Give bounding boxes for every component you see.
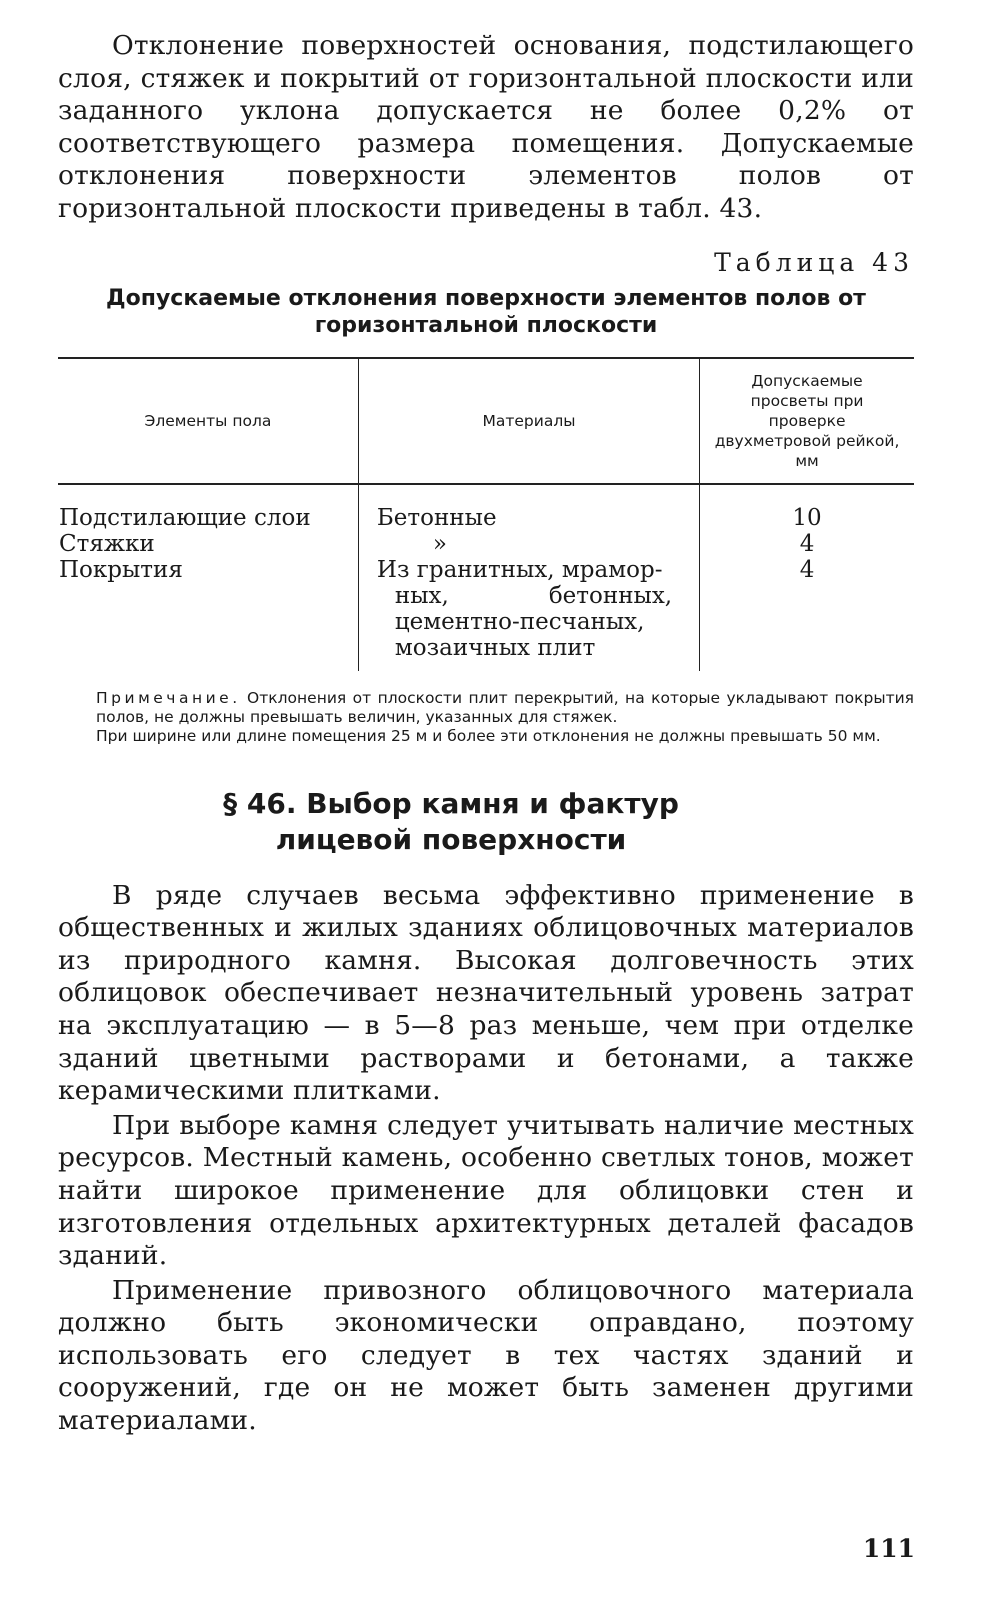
table-cell: 10 — [792, 504, 822, 531]
table-note — [58, 689, 914, 727]
header-floor-elements: Элементы пола — [58, 358, 358, 484]
ditto-mark: » — [432, 530, 447, 557]
table-cell: Из гранитных, мрамор- — [376, 556, 663, 583]
tolerance-table — [58, 357, 914, 671]
table-cell: ных, бетонных, цементно-песчаных, мозаичных плит — [394, 582, 673, 661]
table-header-row — [58, 358, 914, 484]
table-body-row — [58, 484, 914, 671]
table-cell: 4 — [799, 556, 815, 583]
note-paragraph-1 — [96, 689, 914, 727]
section-title-line-2: лицевой поверхности — [275, 822, 627, 856]
body-paragraph-2: При выборе камня следует учитывать наличие местных ресурсов. Местный камень, особенно светлых тонов, может найти широкое применение для облицовки стен и изготовления отдельных архитектурных деталей фасадов зданий. — [58, 1109, 914, 1272]
body-paragraph-1: В ряде случаев весьма эффективно применение в общественных и жилых зданиях облицовочных материалов из природного камня. Высокая долговечность этих облицовок обеспечивает незначительный уровень затрат на эксплуатацию — в 5—8 раз меньше, чем при отделке зданий цветными растворами и бетонами, а также керамическими плитками. — [58, 879, 914, 1107]
page-number: 111 — [862, 1534, 915, 1563]
section-title — [58, 786, 914, 858]
header-allowed-gaps: Допускаемые просветы при проверке двухметровой рейкой, мм — [700, 358, 914, 484]
elements-cell — [58, 484, 358, 671]
table-label: Таблица 43 — [714, 247, 914, 277]
header-materials: Материалы — [358, 358, 699, 484]
note-text-1: Отклонения от плоскости плит перекрытий, на которые укладывают покрытия полов, не должны превышать величин, указанных для стяжек. — [96, 688, 914, 726]
table-cell: 4 — [799, 530, 815, 557]
table-title: Допускаемые отклонения поверхности элементов полов от горизонтальной плоскости — [106, 285, 866, 338]
table-cell: Покрытия — [59, 556, 183, 583]
body-paragraph-3: Применение привозного облицовочного материала должно быть экономически оправдано, поэтому использовать его следует в тех частях зданий и сооружений, где он не может быть заменен другими материалами. — [58, 1274, 914, 1437]
page-content — [58, 30, 914, 1438]
intro-paragraph: Отклонение поверхностей основания, подстилающего слоя, стяжек и покрытий от горизонтальной плоскости или заданного уклона допускается не более 0,2% от соответствующего размера помещения. Допускаемые отклонения поверхности элементов полов от горизонтальной плоскости приведены в табл. 43. — [58, 30, 914, 224]
materials-cell — [358, 484, 699, 671]
note-paragraph-2: При ширине или длине помещения 25 м и более эти отклонения не должны превышать 50 мм. — [96, 726, 881, 745]
values-cell — [700, 484, 914, 671]
table-cell: Бетонные — [376, 504, 497, 531]
table-cell: Подстилающие слои — [59, 504, 311, 531]
note-heading: Примечание. — [96, 688, 241, 707]
table-cell: Стяжки — [59, 530, 155, 557]
section-title-line-1: § 46. Выбор камня и фактур — [223, 786, 679, 820]
